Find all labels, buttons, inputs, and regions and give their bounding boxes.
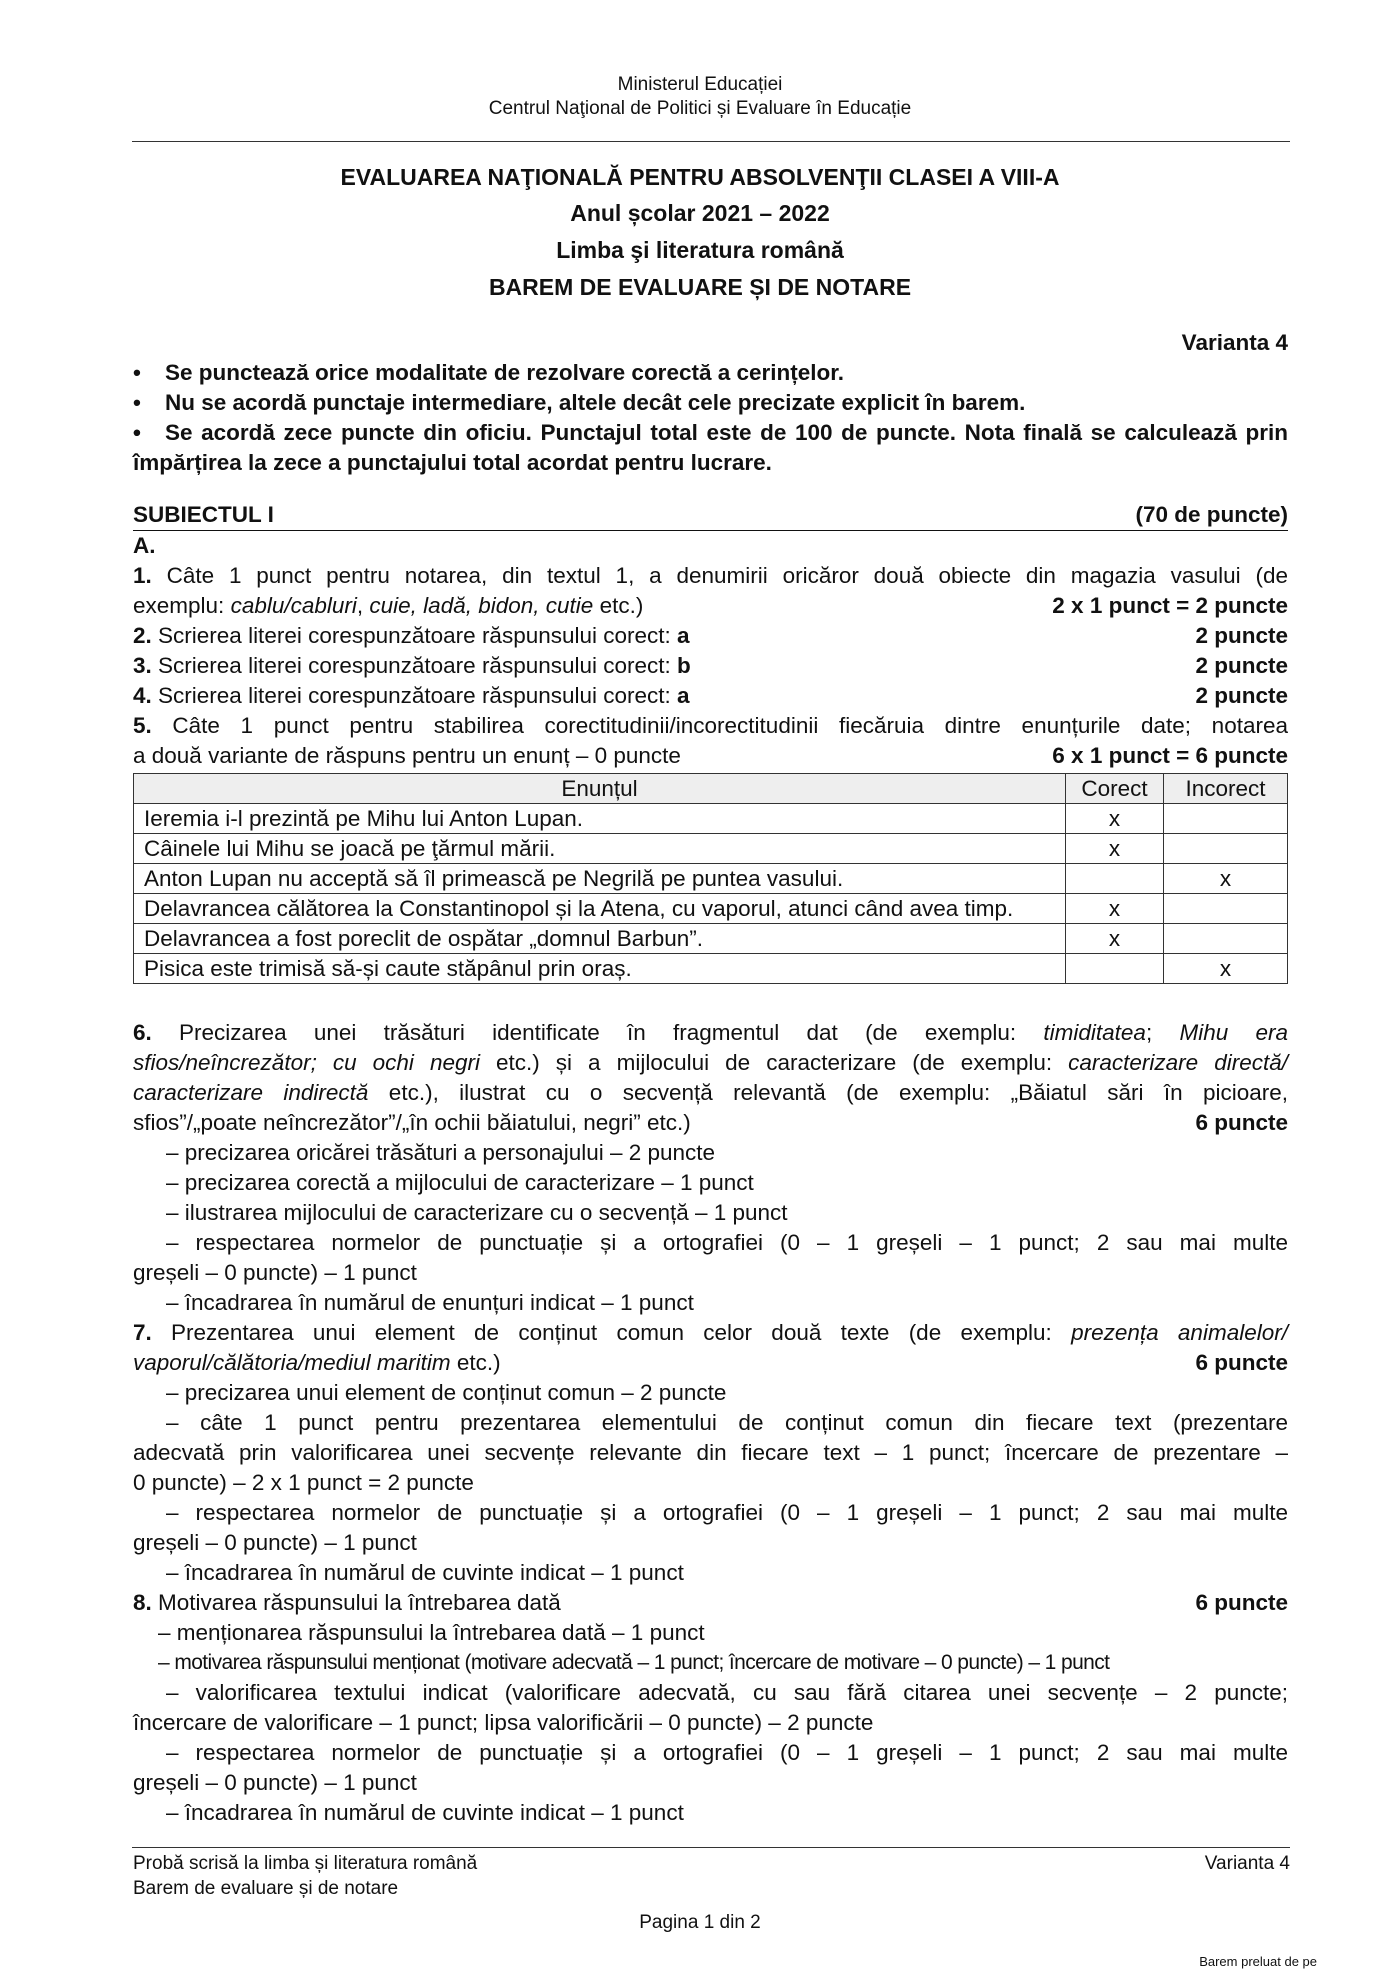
correct-cell bbox=[1066, 864, 1164, 894]
table-header: Incorect bbox=[1164, 774, 1288, 804]
footer-variant: Varianta 4 bbox=[1204, 1853, 1290, 1874]
table-row bbox=[134, 894, 1288, 924]
q7-criterion: – precizarea unui element de conținut comun – 2 puncte bbox=[166, 1380, 727, 1405]
q6-line4: sfios”/„poate neîncrezător”/„în ochii băiatului, negri” etc.) 6 puncte bbox=[133, 1108, 1288, 1138]
q8-criterion-cont: încercare de valorificare – 1 punct; lipsa valorificării – 0 puncte) – 2 puncte bbox=[133, 1710, 874, 1735]
statement-cell: Delavrancea a fost poreclit de ospătar „domnul Barbun”. bbox=[134, 924, 1066, 954]
statement-cell: Câinele lui Mihu se joacă pe ţărmul mării. bbox=[134, 834, 1066, 864]
incorrect-cell bbox=[1164, 804, 1288, 834]
q5-line1: 5. Câte 1 punct pentru stabilirea corectitudinii/incorectitudinii fiecăruia dintre enunțurile date; notarea bbox=[133, 713, 1288, 738]
table-row bbox=[134, 834, 1288, 864]
q7-line2: vaporul/călătoria/mediul maritim etc.) 6 puncte bbox=[133, 1348, 1288, 1378]
q6-criterion: – încadrarea în numărul de enunțuri indicat – 1 punct bbox=[166, 1290, 694, 1315]
document-type: BAREM DE EVALUARE ȘI DE NOTARE bbox=[488, 274, 912, 300]
q8-criterion: – respectarea normelor de punctuație și a ortografiei (0 – 1 greșeli – 1 punct; 2 sau mai multe bbox=[166, 1740, 1288, 1765]
footer-exam: Probă scrisă la limba și literatura română bbox=[133, 1853, 478, 1874]
q4-score: 2 puncte bbox=[1195, 683, 1288, 708]
instruction-item: • Se punctează orice modalitate de rezolvare corectă a cerințelor. bbox=[133, 358, 1288, 388]
q2-line: 2. Scrierea literei corespunzătoare răspunsului corect: a 2 puncte bbox=[133, 621, 1288, 651]
q6-score: 6 puncte bbox=[1195, 1110, 1288, 1135]
incorrect-cell bbox=[1164, 894, 1288, 924]
q8-line1: 8. Motivarea răspunsului la întrebarea dată 6 puncte bbox=[133, 1588, 1288, 1618]
statement-cell: Delavrancea călătorea la Constantinopol și la Atena, cu vaporul, atunci când avea timp. bbox=[134, 894, 1066, 924]
correct-cell: x bbox=[1066, 924, 1164, 954]
table-row bbox=[134, 924, 1288, 954]
school-year: Anul școlar 2021 – 2022 bbox=[570, 200, 830, 226]
variant-label: Varianta 4 bbox=[1181, 330, 1288, 355]
table-header: Enunțul bbox=[134, 774, 1066, 804]
page-number: Pagina 1 din 2 bbox=[639, 1912, 761, 1933]
footer-divider bbox=[132, 1847, 1290, 1848]
incorrect-cell bbox=[1164, 834, 1288, 864]
q3-line: 3. Scrierea literei corespunzătoare răspunsului corect: b 2 puncte bbox=[133, 651, 1288, 681]
q7-criterion-cont: greșeli – 0 puncte) – 1 punct bbox=[133, 1530, 417, 1555]
table-row bbox=[134, 864, 1288, 894]
instruction-item: • • Se acordă zece puncte din oficiu. Punctajul total este de 100 de puncte. Nota finală se calculează prin împărțirea la zece a punctajului total acordat pentru lucrare. bbox=[133, 418, 1288, 478]
q7-criterion: – respectarea normelor de punctuație și a ortografiei (0 – 1 greșeli – 1 punct; 2 sau mai multe bbox=[166, 1500, 1288, 1525]
q7-score: 6 puncte bbox=[1195, 1350, 1288, 1375]
incorrect-cell bbox=[1164, 924, 1288, 954]
q6-criterion-cont: greșeli – 0 puncte) – 1 punct bbox=[133, 1260, 417, 1285]
q3-score: 2 puncte bbox=[1195, 653, 1288, 678]
q5-score: 6 x 1 punct = 6 puncte bbox=[1052, 743, 1288, 768]
corner-note: Barem preluat de pe bbox=[1199, 1954, 1317, 1969]
q6-criterion: – ilustrarea mijlocului de caracterizare cu o secvență – 1 punct bbox=[166, 1200, 788, 1225]
q6-line3: caracterizare indirectă etc.), ilustrat cu o secvență relevantă (de exemplu: „Băiatul sări în picioare, bbox=[133, 1080, 1289, 1105]
q6-criterion: – precizarea corectă a mijlocului de caracterizare – 1 punct bbox=[166, 1170, 754, 1195]
statement-cell: Ieremia i-l prezintă pe Mihu lui Anton Lupan. bbox=[134, 804, 1066, 834]
correct-cell: x bbox=[1066, 894, 1164, 924]
statement-cell: Pisica este trimisă să-și caute stăpânul prin oraș. bbox=[134, 954, 1066, 984]
instruction-item: • Nu se acordă punctaje intermediare, altele decât cele precizate explicit în barem. bbox=[133, 388, 1288, 418]
ministry-name: Ministerul Educației bbox=[617, 74, 783, 95]
q8-criterion-cont: greșeli – 0 puncte) – 1 punct bbox=[133, 1770, 417, 1795]
header-divider bbox=[132, 141, 1290, 142]
general-instructions bbox=[133, 358, 1288, 478]
q4-line: 4. Scrierea literei corespunzătoare răspunsului corect: a 2 puncte bbox=[133, 681, 1288, 711]
q7-criterion-cont: adecvată prin valorificarea unei secvențe relevante din fiecare text – 1 punct; încercare de prezentare – bbox=[133, 1440, 1288, 1465]
q8-criterion: – motivarea răspunsului menționat (motivare adecvată – 1 punct; încercare de motivare – 0 puncte) – 1 punct bbox=[158, 1651, 1110, 1674]
q6-criterion: – respectarea normelor de punctuație și a ortografiei (0 – 1 greșeli – 1 punct; 2 sau mai multe bbox=[166, 1230, 1288, 1255]
incorrect-cell: x bbox=[1164, 864, 1288, 894]
table-row bbox=[134, 804, 1288, 834]
table-header: Corect bbox=[1066, 774, 1164, 804]
subject-name: Limba şi literatura română bbox=[556, 237, 844, 263]
part-label: A. bbox=[133, 533, 156, 558]
q8-score: 6 puncte bbox=[1195, 1590, 1288, 1615]
q6-line2: sfios/neîncrezător; cu ochi negri etc.) și a mijlocului de caracterizare (de exemplu: caracterizare directă/ bbox=[133, 1050, 1288, 1075]
correct-cell: x bbox=[1066, 804, 1164, 834]
correct-cell bbox=[1066, 954, 1164, 984]
q6-line1: 6. Precizarea unei trăsături identificate în fragmentul dat (de exemplu: timiditatea; Mihu era bbox=[133, 1020, 1288, 1045]
q5-line2: a două variante de răspuns pentru un enunț – 0 puncte 6 x 1 punct = 6 puncte bbox=[133, 741, 1288, 771]
statements-table bbox=[133, 773, 1288, 984]
incorrect-cell: x bbox=[1164, 954, 1288, 984]
q8-criterion: – valorificarea textului indicat (valorificare adecvată, cu sau fără citarea unei secvențe – 2 puncte; bbox=[166, 1680, 1288, 1705]
q7-criterion: – încadrarea în numărul de cuvinte indicat – 1 punct bbox=[166, 1560, 684, 1585]
statement-cell: Anton Lupan nu acceptă să îl primească pe Negrilă pe puntea vasului. bbox=[134, 864, 1066, 894]
subject-heading bbox=[133, 500, 1288, 531]
q6-criterion: – precizarea oricărei trăsături a personajului – 2 puncte bbox=[166, 1140, 716, 1165]
subject-points: (70 de puncte) bbox=[1135, 502, 1288, 527]
center-name: Centrul Naţional de Politici și Evaluare în Educație bbox=[488, 98, 912, 119]
q1-line1: 1. Câte 1 punct pentru notarea, din textul 1, a denumirii oricăror două obiecte din magazia vasului (de bbox=[133, 563, 1288, 588]
correct-cell: x bbox=[1066, 834, 1164, 864]
exam-title: EVALUAREA NAŢIONALĂ PENTRU ABSOLVENŢII CLASEI A VIII-A bbox=[340, 164, 1060, 190]
q2-score: 2 puncte bbox=[1195, 623, 1288, 648]
q7-line1: 7. Prezentarea unui element de conținut comun celor două texte (de exemplu: prezența animalelor/ bbox=[133, 1320, 1288, 1345]
subject-title: SUBIECTUL I bbox=[133, 502, 274, 527]
table-row bbox=[134, 954, 1288, 984]
q8-criterion: – încadrarea în numărul de cuvinte indicat – 1 punct bbox=[166, 1800, 684, 1825]
q7-criterion-cont: 0 puncte) – 2 x 1 punct = 2 puncte bbox=[133, 1470, 474, 1495]
q1-line2: exemplu: cablu/cabluri, cuie, ladă, bidon, cutie etc.) 2 x 1 punct = 2 puncte bbox=[133, 591, 1288, 621]
footer-doc-type: Barem de evaluare și de notare bbox=[133, 1878, 399, 1899]
q7-criterion: – câte 1 punct pentru prezentarea elementului de conținut comun din fiecare text (prezentare bbox=[166, 1410, 1288, 1435]
q8-criterion: – menționarea răspunsului la întrebarea dată – 1 punct bbox=[158, 1620, 705, 1645]
document-body bbox=[133, 328, 1288, 1828]
table-header-row bbox=[134, 774, 1288, 804]
q1-score: 2 x 1 punct = 2 puncte bbox=[1052, 593, 1288, 618]
